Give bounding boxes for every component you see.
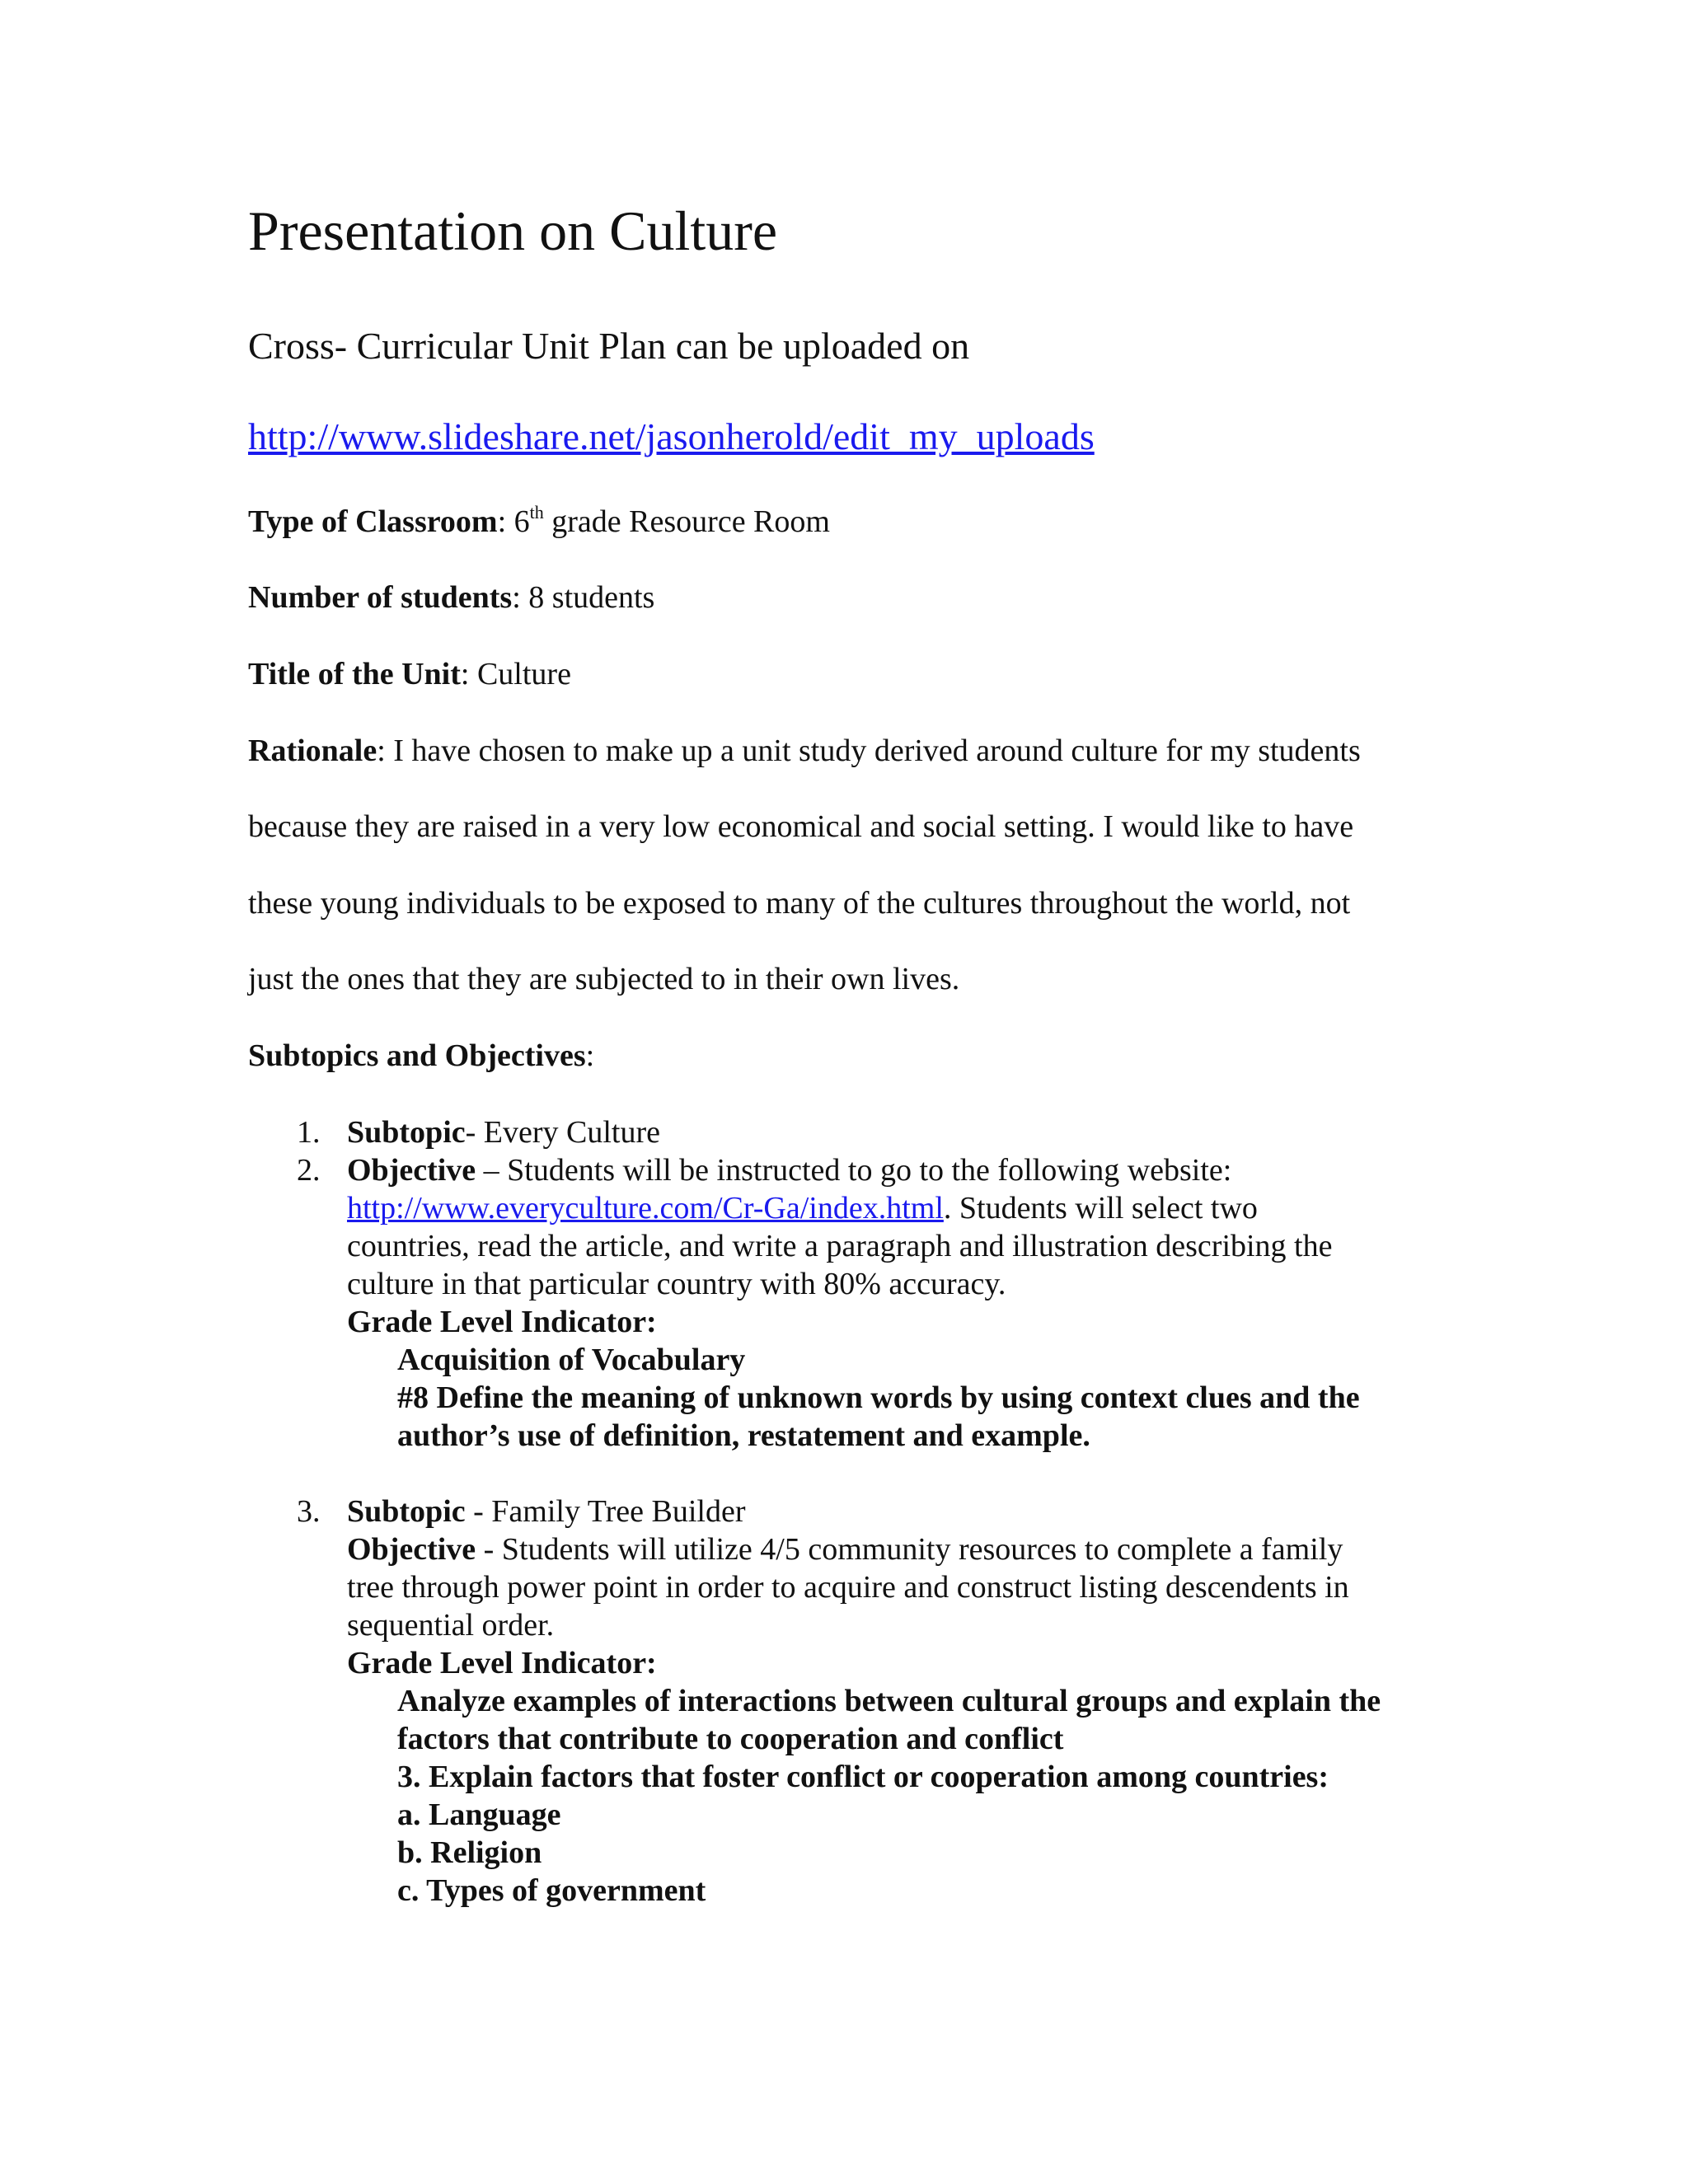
list-item-2: [347, 1151, 1231, 1189]
item3-gli-4: a. Language: [397, 1797, 561, 1832]
item2-gli-2: #8 Define the meaning of unknown words by using context clues and the: [397, 1380, 1360, 1415]
item2-label: Objective: [347, 1153, 476, 1188]
item3-gli-2: factors that contribute to cooperation and conflict: [397, 1722, 1064, 1756]
item3-gli-6: c. Types of government: [397, 1873, 706, 1908]
list-number-2: 2.: [297, 1153, 321, 1188]
item2-gli-label: [347, 1303, 657, 1341]
list-number-1: 1.: [297, 1115, 321, 1150]
subtopics-heading: [248, 1037, 594, 1075]
classroom-field: [248, 503, 830, 541]
item3-obj-text: - Students will utilize 4/5 community resources to complete a family: [476, 1532, 1343, 1567]
classroom-label: Type of Classroom: [248, 504, 498, 539]
classroom-sep: :: [497, 504, 514, 539]
item2-text: – Students will be instructed to go to the following website:: [476, 1153, 1232, 1188]
rationale-label: Rationale: [248, 733, 377, 768]
item3-label: Subtopic: [347, 1494, 466, 1529]
item1-label: Subtopic: [347, 1115, 466, 1150]
list-number-3: 3.: [297, 1494, 321, 1529]
classroom-value: grade Resource Room: [543, 504, 830, 539]
classroom-grade-suffix: th: [529, 502, 544, 523]
list-item-1: [347, 1113, 660, 1151]
rationale-line-1: [248, 732, 1361, 770]
item2-gli-3: author’s use of definition, restatement and example.: [397, 1418, 1090, 1453]
item3-text: - Family Tree Builder: [465, 1494, 746, 1529]
list-item-3: [347, 1493, 746, 1530]
students-field: [248, 579, 654, 616]
item3-gli-1: Analyze examples of interactions between cultural groups and explain the: [397, 1684, 1381, 1718]
item3-obj-label: Objective: [347, 1532, 476, 1567]
unit-title-field: [248, 655, 571, 693]
item2-gli-label-text: Grade Level Indicator:: [347, 1305, 657, 1339]
students-label: Number of students: [248, 580, 513, 615]
item3-gli-5: b. Religion: [397, 1835, 542, 1870]
item3-gli-label: [347, 1644, 657, 1682]
rationale-text-1: : I have chosen to make up a unit study derived around culture for my students: [377, 733, 1361, 768]
item3-gli-label-text: Grade Level Indicator:: [347, 1646, 657, 1680]
rationale-line-3: these young individuals to be exposed to many of the cultures throughout the world, not: [248, 886, 1351, 921]
item2-link-line: [347, 1189, 1258, 1227]
item2-gli-1: Acquisition of Vocabulary: [397, 1343, 746, 1377]
subtopics-label: Subtopics and Objectives: [248, 1038, 586, 1073]
item3-gli-3: 3. Explain factors that foster conflict or cooperation among countries:: [397, 1760, 1329, 1794]
item3-line-3: tree through power point in order to acquire and construct listing descendents in: [347, 1570, 1349, 1605]
rationale-line-4: just the ones that they are subjected to in their own lives.: [248, 962, 960, 996]
item3-objective: [347, 1530, 1343, 1568]
document-subtitle: Cross- Curricular Unit Plan can be uploaded on: [248, 325, 970, 367]
unit-title-label: Title of the Unit: [248, 657, 461, 691]
students-value: : 8 students: [512, 580, 655, 615]
rationale-line-2: because they are raised in a very low economical and social setting. I would like to have: [248, 809, 1354, 844]
item1-text: - Every Culture: [465, 1115, 660, 1150]
item2-line-4: culture in that particular country with 80% accuracy.: [347, 1267, 1006, 1301]
subtopics-suffix: :: [585, 1038, 595, 1073]
unit-title-value: : Culture: [460, 657, 571, 691]
upload-link[interactable]: http://www.slideshare.net/jasonherold/edit_my_uploads: [248, 415, 1095, 457]
item3-line-4: sequential order.: [347, 1608, 555, 1643]
everyculture-link[interactable]: http://www.everyculture.com/Cr-Ga/index.html: [347, 1191, 944, 1226]
document-title: Presentation on Culture: [248, 199, 778, 262]
item2-after-link: . Students will select two: [943, 1191, 1258, 1226]
classroom-grade: 6: [513, 504, 530, 539]
item2-line-3: countries, read the article, and write a paragraph and illustration describing the: [347, 1229, 1333, 1263]
